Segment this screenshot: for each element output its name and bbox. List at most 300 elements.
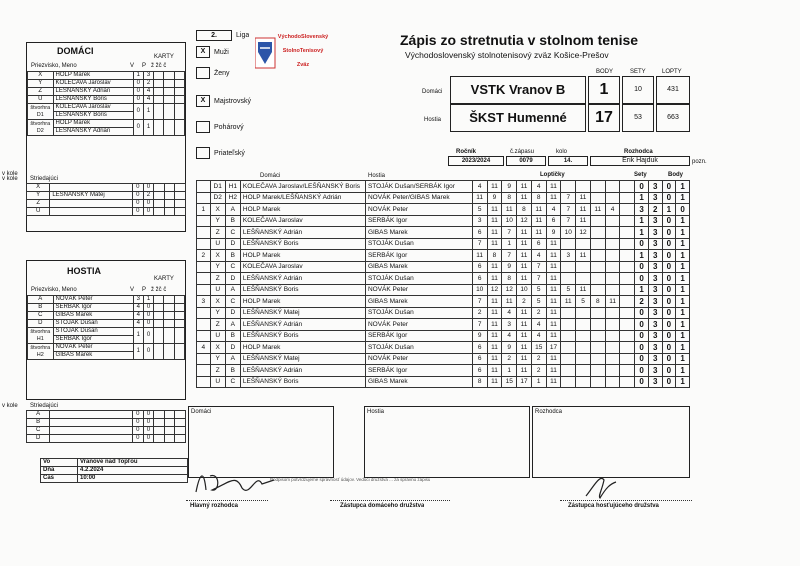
match-home-player: LEŠŇANSKÝ Matej bbox=[240, 353, 365, 365]
ball-score: 6 bbox=[546, 215, 561, 227]
ball-score bbox=[605, 238, 620, 250]
sub-wins: 0 bbox=[132, 192, 143, 200]
ball-score: 11 bbox=[487, 238, 502, 250]
ball-score: 3 bbox=[502, 319, 517, 331]
sub-name bbox=[50, 200, 133, 208]
match-kolo bbox=[197, 227, 211, 239]
referee-signature bbox=[190, 462, 280, 502]
match-home-code: Z bbox=[210, 365, 225, 377]
ball-score: 11 bbox=[531, 204, 546, 216]
ball-score: 11 bbox=[576, 250, 591, 262]
match-home-player: LEŠŇANSKÝ Boris bbox=[240, 284, 365, 296]
ball-score: 2 bbox=[472, 307, 487, 319]
ball-score: 11 bbox=[605, 296, 620, 308]
match-away-code: D bbox=[225, 238, 240, 250]
ball-score: 11 bbox=[546, 284, 561, 296]
ball-score: 17 bbox=[517, 376, 532, 388]
match-sets-away: 3 bbox=[648, 307, 662, 319]
ball-score: 5 bbox=[561, 284, 576, 296]
ball-score: 15 bbox=[531, 342, 546, 354]
match-away-player: NOVÁK Peter/GIBAS Marek bbox=[365, 192, 472, 204]
match-sets-home: 1 bbox=[635, 192, 649, 204]
sub-name bbox=[50, 184, 133, 192]
zapis-value: 0079 bbox=[506, 156, 546, 166]
ball-score: 4 bbox=[531, 250, 546, 262]
player-name: KOLEČAVA Jaroslav bbox=[53, 80, 133, 88]
ball-score: 11 bbox=[517, 342, 532, 354]
score-col-sety: SETY bbox=[630, 69, 646, 75]
category-checkbox: X bbox=[196, 46, 210, 58]
match-home-code: U bbox=[210, 284, 225, 296]
match-away-player: GIBAS Marek bbox=[365, 296, 472, 308]
match-row bbox=[197, 353, 690, 365]
ball-score: 11 bbox=[502, 204, 517, 216]
doubles-wins: 1 bbox=[133, 328, 143, 344]
match-row bbox=[197, 319, 690, 331]
ball-score: 9 bbox=[502, 261, 517, 273]
player-name: GIBAS Marek bbox=[53, 312, 133, 320]
ball-score: 15 bbox=[502, 376, 517, 388]
ball-score: 11 bbox=[517, 227, 532, 239]
sub-wins: 0 bbox=[132, 184, 143, 192]
match-points-home: 0 bbox=[662, 250, 676, 262]
cards-label: KARTY bbox=[154, 54, 174, 60]
match-home-player: LEŠŇANSKÝ Boris bbox=[240, 376, 365, 388]
match-home-player: HOLP Marek/LEŠŇANSKÝ Adrián bbox=[240, 192, 365, 204]
ball-score bbox=[576, 273, 591, 285]
away-subs-table bbox=[26, 410, 186, 443]
match-home-player: LEŠŇANSKÝ Adrián bbox=[240, 273, 365, 285]
match-away-code: D bbox=[225, 273, 240, 285]
card-cell bbox=[154, 208, 165, 216]
match-row bbox=[197, 261, 690, 273]
doubles-losses: 0 bbox=[143, 328, 153, 344]
signature-notice: Podpisom potvrdzujeme správnosť údajov. Vedúci družstva ... za správnu zápisu bbox=[270, 477, 431, 482]
away-col-name: Priezvisko, Meno bbox=[31, 287, 77, 293]
ball-score bbox=[620, 296, 635, 308]
ball-score: 9 bbox=[502, 342, 517, 354]
card-cell bbox=[164, 419, 175, 427]
ball-score: 11 bbox=[531, 215, 546, 227]
doubles-row bbox=[28, 344, 185, 352]
player-code: U bbox=[28, 96, 54, 104]
card-cell bbox=[175, 435, 186, 443]
ball-score bbox=[605, 342, 620, 354]
ball-score bbox=[590, 250, 605, 262]
home-subs-table bbox=[26, 183, 186, 216]
card-cell bbox=[154, 72, 164, 80]
sub-name bbox=[50, 427, 133, 435]
ball-score bbox=[620, 342, 635, 354]
ball-score: 8 bbox=[502, 273, 517, 285]
match-away-player: GIBAS Marek bbox=[365, 227, 472, 239]
match-away-code: C bbox=[225, 227, 240, 239]
notes-home-label: Domáci bbox=[191, 409, 212, 415]
card-cell bbox=[164, 184, 175, 192]
match-home-code: X bbox=[210, 296, 225, 308]
card-cell bbox=[175, 192, 186, 200]
ball-score: 7 bbox=[531, 273, 546, 285]
ball-score bbox=[590, 330, 605, 342]
match-home-code: D1 bbox=[210, 181, 225, 193]
kolo-label: kolo bbox=[556, 149, 568, 155]
card-cell bbox=[164, 344, 174, 360]
ball-score bbox=[561, 353, 576, 365]
ball-score: 5 bbox=[472, 204, 487, 216]
card-cell bbox=[154, 304, 164, 312]
player-code: Y bbox=[28, 80, 54, 88]
category-checkbox bbox=[196, 67, 210, 79]
kolo-value: 14. bbox=[548, 156, 588, 166]
ball-score: 11 bbox=[487, 376, 502, 388]
match-kolo bbox=[197, 365, 211, 377]
ball-score bbox=[605, 365, 620, 377]
match-row bbox=[197, 284, 690, 296]
match-sets-home: 0 bbox=[635, 376, 649, 388]
match-away-code: A bbox=[225, 204, 240, 216]
match-sets-home: 0 bbox=[635, 342, 649, 354]
player-code: A bbox=[28, 296, 54, 304]
ball-score bbox=[576, 181, 591, 193]
ball-score bbox=[620, 238, 635, 250]
player-name: NOVÁK Peter bbox=[53, 296, 133, 304]
match-away-code: H1 bbox=[225, 181, 240, 193]
card-cell bbox=[164, 304, 174, 312]
matches-table bbox=[196, 180, 690, 388]
sub-code: C bbox=[27, 427, 50, 435]
card-cell bbox=[174, 120, 184, 136]
player-losses: 1 bbox=[143, 296, 153, 304]
match-home-player: LEŠŇANSKÝ Boris bbox=[240, 238, 365, 250]
match-away-player: SERBÁK Igor bbox=[365, 365, 472, 377]
doubles-code: štvorhra H2 bbox=[28, 344, 54, 360]
ball-score bbox=[605, 284, 620, 296]
svg-text:StolnoTenisový: StolnoTenisový bbox=[282, 48, 324, 54]
sub-row bbox=[27, 208, 186, 216]
card-cell bbox=[164, 427, 175, 435]
ball-score bbox=[620, 353, 635, 365]
ball-score: 1 bbox=[502, 238, 517, 250]
roster-row bbox=[28, 304, 185, 312]
match-kolo bbox=[197, 238, 211, 250]
match-home-player: HOLP Marek bbox=[240, 342, 365, 354]
match-kolo bbox=[197, 181, 211, 193]
match-sets-away: 3 bbox=[648, 181, 662, 193]
match-points-away: 1 bbox=[676, 319, 690, 331]
match-sets-away: 3 bbox=[648, 215, 662, 227]
match-away-player: SERBÁK Igor bbox=[365, 330, 472, 342]
player-wins: 4 bbox=[133, 320, 143, 328]
pozn-label: pozn. bbox=[692, 159, 707, 165]
ball-score bbox=[620, 192, 635, 204]
ball-score bbox=[561, 330, 576, 342]
rocnik-value: 2023/2024 bbox=[448, 156, 504, 166]
match-points-away: 1 bbox=[676, 215, 690, 227]
mh-hostia: Hostia bbox=[368, 173, 386, 179]
match-sets-away: 3 bbox=[648, 284, 662, 296]
match-sets-away: 3 bbox=[648, 296, 662, 308]
referee-line bbox=[186, 500, 268, 501]
ball-score bbox=[605, 353, 620, 365]
doubles-name: GIBAS Marek bbox=[53, 352, 133, 360]
ball-score bbox=[620, 365, 635, 377]
notes-away-label: Hostia bbox=[367, 409, 385, 415]
rozhodca-value: Erik Hajduk bbox=[590, 156, 690, 166]
match-row bbox=[197, 330, 690, 342]
ball-score: 2 bbox=[502, 353, 517, 365]
ball-score bbox=[605, 215, 620, 227]
home-body: 1 bbox=[588, 76, 620, 104]
ball-score: 8 bbox=[487, 250, 502, 262]
card-cell bbox=[174, 96, 184, 104]
player-code: C bbox=[28, 312, 54, 320]
match-sets-away: 3 bbox=[648, 250, 662, 262]
away-sign-line bbox=[560, 500, 692, 501]
card-cell bbox=[164, 312, 174, 320]
ball-score: 9 bbox=[502, 181, 517, 193]
away-roster bbox=[26, 260, 186, 400]
match-points-home: 0 bbox=[662, 284, 676, 296]
ball-score: 11 bbox=[546, 261, 561, 273]
match-away-code: D bbox=[225, 342, 240, 354]
match-points-away: 1 bbox=[676, 307, 690, 319]
ball-score: 6 bbox=[472, 273, 487, 285]
ball-score bbox=[590, 238, 605, 250]
sub-code: X bbox=[27, 184, 50, 192]
doubles-losses: 0 bbox=[143, 344, 153, 360]
match-home-player: HOLP Marek bbox=[240, 296, 365, 308]
card-cell bbox=[174, 320, 184, 328]
ball-score: 10 bbox=[502, 215, 517, 227]
ball-score: 7 bbox=[472, 296, 487, 308]
match-home-code: Z bbox=[210, 273, 225, 285]
ball-score: 7 bbox=[472, 319, 487, 331]
ball-score bbox=[590, 227, 605, 239]
ball-score bbox=[561, 342, 576, 354]
ball-score bbox=[605, 273, 620, 285]
ball-score: 2 bbox=[531, 353, 546, 365]
ball-score bbox=[576, 238, 591, 250]
match-kolo bbox=[197, 307, 211, 319]
ball-score: 11 bbox=[487, 181, 502, 193]
match-sets-away: 3 bbox=[648, 273, 662, 285]
ball-score: 11 bbox=[487, 273, 502, 285]
match-points-away: 1 bbox=[676, 365, 690, 377]
match-home-code: Y bbox=[210, 307, 225, 319]
home-label: Domáci bbox=[422, 89, 443, 95]
ball-score: 1 bbox=[531, 376, 546, 388]
match-kolo bbox=[197, 353, 211, 365]
ball-score: 11 bbox=[576, 204, 591, 216]
liga-box bbox=[196, 30, 232, 41]
home-team-name: VSTK Vranov B bbox=[450, 76, 586, 104]
match-points-home: 0 bbox=[662, 261, 676, 273]
ball-score: 11 bbox=[487, 307, 502, 319]
ball-score: 11 bbox=[546, 376, 561, 388]
away-label: Hostia bbox=[424, 117, 442, 123]
ball-score: 3 bbox=[561, 250, 576, 262]
ball-score: 12 bbox=[576, 227, 591, 239]
sub-row bbox=[27, 192, 186, 200]
match-points-home: 0 bbox=[662, 353, 676, 365]
doubles-row bbox=[28, 328, 185, 336]
ball-score: 17 bbox=[546, 342, 561, 354]
match-away-code: C bbox=[225, 296, 240, 308]
ball-score bbox=[605, 330, 620, 342]
ball-score bbox=[620, 376, 635, 388]
union-logo bbox=[255, 28, 333, 74]
card-cell bbox=[154, 192, 165, 200]
ball-score: 12 bbox=[487, 284, 502, 296]
ball-score bbox=[576, 319, 591, 331]
ball-score bbox=[576, 353, 591, 365]
sub-code: Y bbox=[27, 192, 50, 200]
roster-row bbox=[28, 80, 185, 88]
page-subtitle: Východoslovenský stolnotenisový zväz Košice-Prešov bbox=[405, 50, 609, 60]
ball-score: 8 bbox=[590, 296, 605, 308]
match-home-player: LEŠŇANSKÝ Adrián bbox=[240, 227, 365, 239]
ball-score bbox=[605, 227, 620, 239]
ball-score: 11 bbox=[487, 261, 502, 273]
card-cell bbox=[164, 296, 174, 304]
match-sets-away: 3 bbox=[648, 342, 662, 354]
ball-score: 4 bbox=[531, 181, 546, 193]
card-cell bbox=[174, 312, 184, 320]
category-label: Ženy bbox=[214, 70, 230, 77]
match-away-player: SERBÁK Igor bbox=[365, 250, 472, 262]
away-sign-label: Zástupca hosťujúceho družstva bbox=[568, 503, 659, 509]
ball-score bbox=[561, 365, 576, 377]
match-points-home: 0 bbox=[662, 238, 676, 250]
sub-name bbox=[50, 208, 133, 216]
ball-score bbox=[620, 215, 635, 227]
card-cell bbox=[174, 344, 184, 360]
sub-losses: 0 bbox=[143, 208, 154, 216]
home-players-table bbox=[27, 71, 185, 136]
match-points-away: 1 bbox=[676, 181, 690, 193]
ball-score: 2 bbox=[517, 296, 532, 308]
card-cell bbox=[164, 104, 174, 120]
match-kolo bbox=[197, 376, 211, 388]
sub-losses: 0 bbox=[143, 435, 154, 443]
ball-score: 11 bbox=[487, 365, 502, 377]
doubles-wins: 1 bbox=[133, 344, 143, 360]
ball-score: 6 bbox=[472, 353, 487, 365]
ball-score: 9 bbox=[546, 227, 561, 239]
match-away-player: GIBAS Marek bbox=[365, 376, 472, 388]
match-points-away: 1 bbox=[676, 250, 690, 262]
match-away-code: C bbox=[225, 261, 240, 273]
ball-score bbox=[561, 238, 576, 250]
match-row bbox=[197, 181, 690, 193]
match-points-away: 1 bbox=[676, 227, 690, 239]
match-kolo bbox=[197, 284, 211, 296]
ball-score: 11 bbox=[472, 250, 487, 262]
ball-score: 11 bbox=[517, 319, 532, 331]
home-lopty: 431 bbox=[656, 76, 690, 104]
player-code: B bbox=[28, 304, 54, 312]
svg-text:VýchodoSlovenský: VýchodoSlovenský bbox=[277, 34, 329, 40]
card-cell bbox=[175, 208, 186, 216]
ball-score: 2 bbox=[531, 365, 546, 377]
ball-score bbox=[620, 319, 635, 331]
ball-score: 11 bbox=[546, 330, 561, 342]
away-subs-label: Striedajúci bbox=[30, 403, 59, 409]
card-cell bbox=[174, 80, 184, 88]
ball-score: 11 bbox=[517, 192, 532, 204]
roster-row bbox=[28, 88, 185, 96]
ball-score: 7 bbox=[561, 192, 576, 204]
match-sets-home: 0 bbox=[635, 273, 649, 285]
ball-score bbox=[605, 319, 620, 331]
match-row bbox=[197, 238, 690, 250]
col-cards-sub: ž žč č bbox=[151, 63, 167, 69]
card-cell bbox=[164, 88, 174, 96]
venue-cas-label: Čas bbox=[41, 475, 78, 483]
player-code: Z bbox=[28, 88, 54, 96]
match-away-code: B bbox=[225, 250, 240, 262]
card-cell bbox=[175, 184, 186, 192]
ball-score bbox=[620, 273, 635, 285]
ball-score bbox=[590, 261, 605, 273]
mh-sety: Sety bbox=[634, 172, 647, 178]
match-points-home: 0 bbox=[662, 181, 676, 193]
svg-text:Zväz: Zväz bbox=[296, 62, 310, 68]
ball-score: 11 bbox=[546, 296, 561, 308]
player-losses: 3 bbox=[143, 72, 153, 80]
player-losses: 0 bbox=[143, 320, 153, 328]
mh-body: Body bbox=[668, 172, 683, 178]
ball-score: 11 bbox=[576, 284, 591, 296]
ball-score: 6 bbox=[472, 365, 487, 377]
roster-row bbox=[28, 296, 185, 304]
ball-score: 7 bbox=[531, 261, 546, 273]
ball-score: 7 bbox=[561, 215, 576, 227]
player-wins: 3 bbox=[133, 296, 143, 304]
ball-score: 11 bbox=[576, 215, 591, 227]
match-away-player: STOJÁK Dušan/SERBÁK Igor bbox=[365, 181, 472, 193]
player-wins: 0 bbox=[133, 80, 143, 88]
doubles-wins: 0 bbox=[133, 120, 143, 136]
away-lopty: 663 bbox=[656, 104, 690, 132]
match-sets-home: 1 bbox=[635, 284, 649, 296]
match-sets-home: 0 bbox=[635, 365, 649, 377]
ball-score bbox=[590, 273, 605, 285]
ball-score bbox=[576, 261, 591, 273]
match-home-code: U bbox=[210, 376, 225, 388]
match-home-player: HOLP Marek bbox=[240, 204, 365, 216]
match-row bbox=[197, 273, 690, 285]
ball-score: 11 bbox=[546, 181, 561, 193]
match-points-away: 1 bbox=[676, 353, 690, 365]
player-losses: 4 bbox=[143, 88, 153, 96]
category-label: Priateľský bbox=[214, 150, 245, 157]
doubles-losses: 1 bbox=[143, 120, 153, 136]
card-cell bbox=[164, 192, 175, 200]
ball-score: 8 bbox=[517, 204, 532, 216]
roster-row bbox=[28, 72, 185, 80]
match-points-home: 1 bbox=[662, 204, 676, 216]
match-away-code: A bbox=[225, 284, 240, 296]
card-cell bbox=[164, 328, 174, 344]
match-row bbox=[197, 342, 690, 354]
col-name: Priezvisko, Meno bbox=[31, 63, 77, 69]
player-wins: 0 bbox=[133, 96, 143, 104]
ball-score: 7 bbox=[472, 238, 487, 250]
card-cell bbox=[154, 96, 164, 104]
match-away-code: A bbox=[225, 319, 240, 331]
ball-score bbox=[561, 181, 576, 193]
